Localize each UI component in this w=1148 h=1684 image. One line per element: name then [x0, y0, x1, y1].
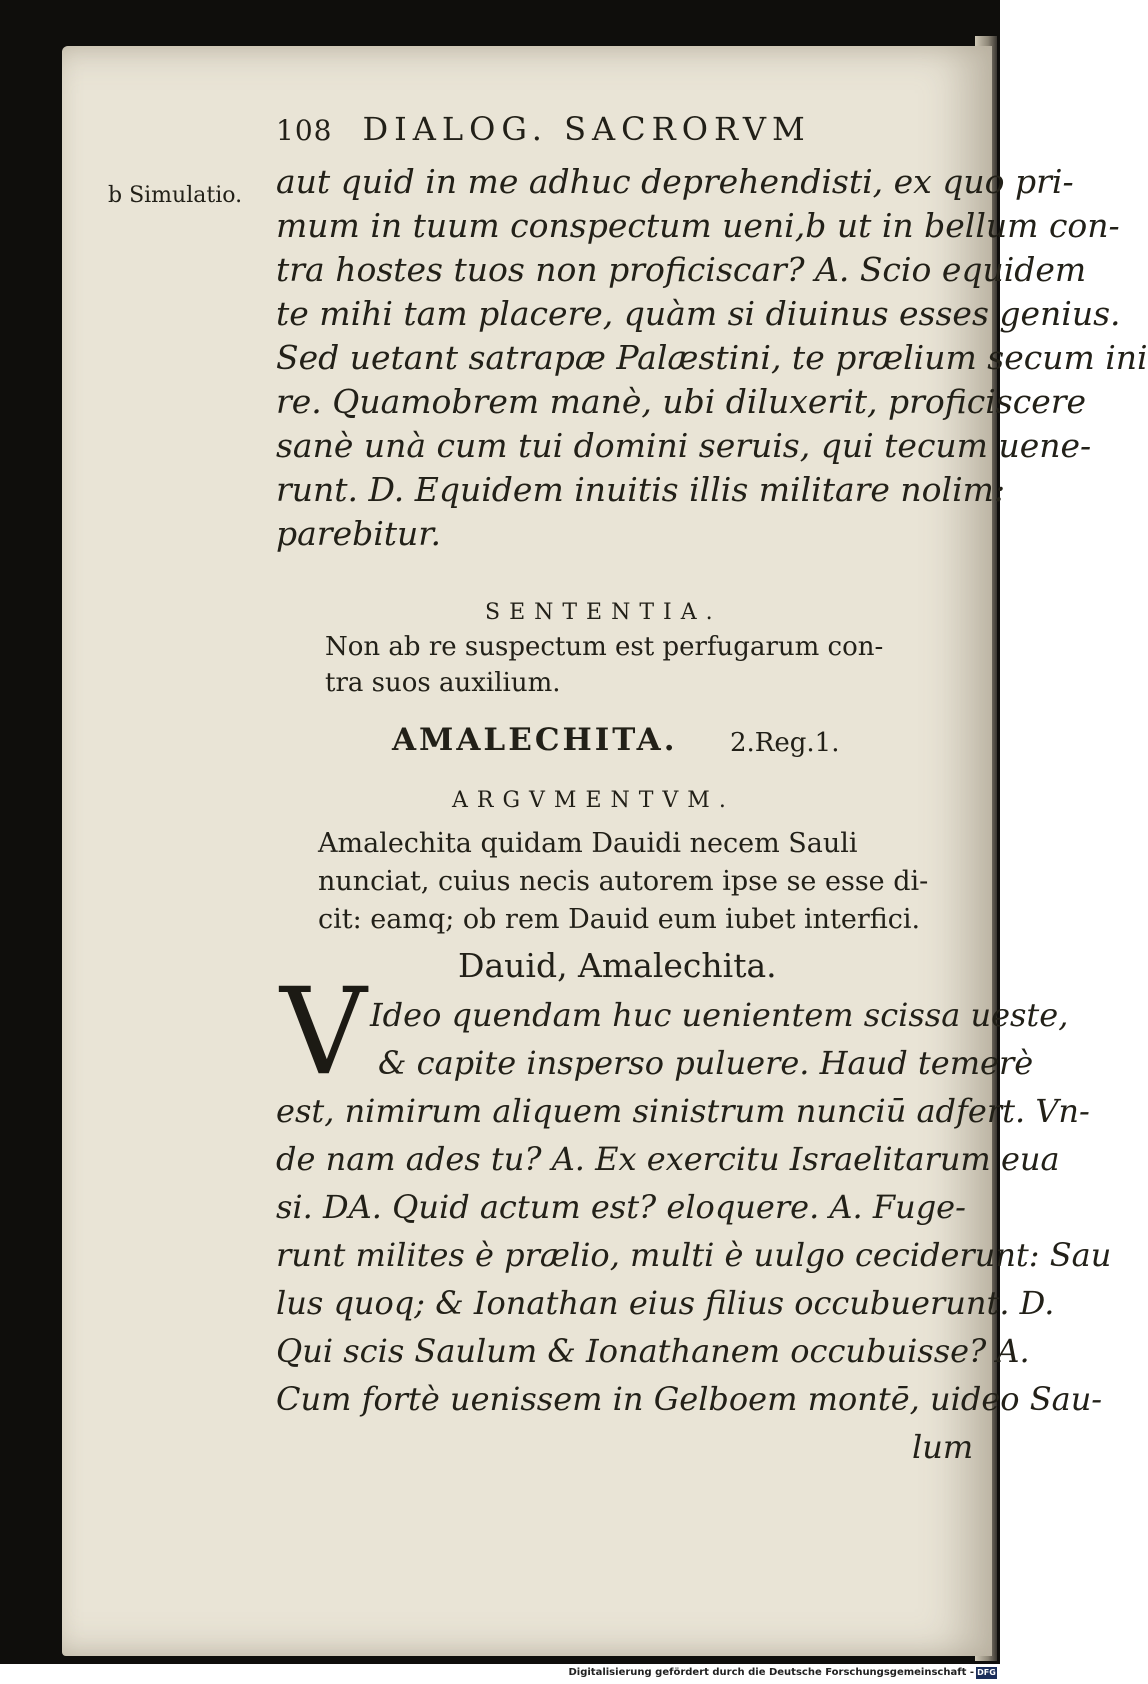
- argumentum-line: cit: eamq; ob rem Dauid eum iubet interfici.: [318, 904, 921, 935]
- sententia-line: Non ab re suspectum est perfugarum con-: [325, 632, 884, 662]
- dialogue-line: Ideo quendam huc uenientem scissa ueste,: [370, 996, 1069, 1034]
- dialogue-line: est, nimirum aliquem sinistrum nunciū adfert. Vn-: [276, 1092, 1090, 1130]
- dialogue-line: Cum fortè uenissem in Gelboem montē, uideo Sau-: [276, 1380, 1103, 1418]
- sententia-line: tra suos auxilium.: [325, 668, 561, 698]
- body-line: aut quid in me adhuc deprehendisti, ex quo pri-: [276, 162, 1074, 201]
- running-header: [276, 110, 811, 148]
- dialogue-line: & capite insperso puluere. Haud temerè: [378, 1044, 1034, 1082]
- argumentum-heading: ARGVMENTVM.: [452, 788, 735, 813]
- section-title: AMALECHITA.: [392, 722, 678, 758]
- dialogue-line: runt milites è prælio, multi è uulgo ceciderunt: Sau: [276, 1236, 1112, 1274]
- dialogue-line: lus quoq; & Ionathan eius filius occubuerunt. D.: [276, 1284, 1055, 1322]
- body-line: sanè unà cum tui domini seruis, qui tecum uene-: [276, 426, 1092, 465]
- margin-note: b Simulatio.: [108, 183, 243, 208]
- dfg-logo: DFG: [977, 1668, 996, 1677]
- footer-credit: Digitalisierung gefördert durch die Deutsche Forschungsgemeinschaft -: [568, 1667, 974, 1678]
- speakers-line: Dauid, Amalechita.: [458, 946, 777, 985]
- page-number: 108: [276, 114, 333, 147]
- dialogue-line: lum: [912, 1428, 974, 1466]
- argumentum-line: nunciat, cuius necis autorem ipse se esse di-: [318, 866, 929, 897]
- dialogue-line: de nam ades tu? A. Ex exercitu Israelitarum eua: [276, 1140, 1060, 1178]
- body-line: parebitur.: [276, 514, 441, 553]
- sententia-heading: SENTENTIA.: [485, 600, 722, 625]
- running-head-title: DIALOG. SACRORVM: [362, 110, 811, 148]
- body-line: tra hostes tuos non proficiscar? A. Scio equidem: [276, 250, 1087, 289]
- body-line: re. Quamobrem manè, ubi diluxerit, proficiscere: [276, 382, 1087, 421]
- body-line: runt. D. Equidem inuitis illis militare nolim:: [276, 470, 1006, 509]
- body-line: Sed uetant satrapæ Palæstini, te prælium secum ini: [276, 338, 1148, 377]
- dialogue-line: Qui scis Saulum & Ionathanem occubuisse? A.: [276, 1332, 1030, 1370]
- argumentum-line: Amalechita quidam Dauidi necem Sauli: [318, 828, 858, 859]
- body-line: mum in tuum conspectum ueni,b ut in bellum con-: [276, 206, 1120, 245]
- body-line: te mihi tam placere, quàm si diuinus esses genius.: [276, 294, 1121, 333]
- section-reference: 2.Reg.1.: [730, 728, 840, 758]
- drop-cap: V: [280, 963, 367, 1102]
- dialogue-line: si. DA. Quid actum est? eloquere. A. Fuge-: [276, 1188, 966, 1226]
